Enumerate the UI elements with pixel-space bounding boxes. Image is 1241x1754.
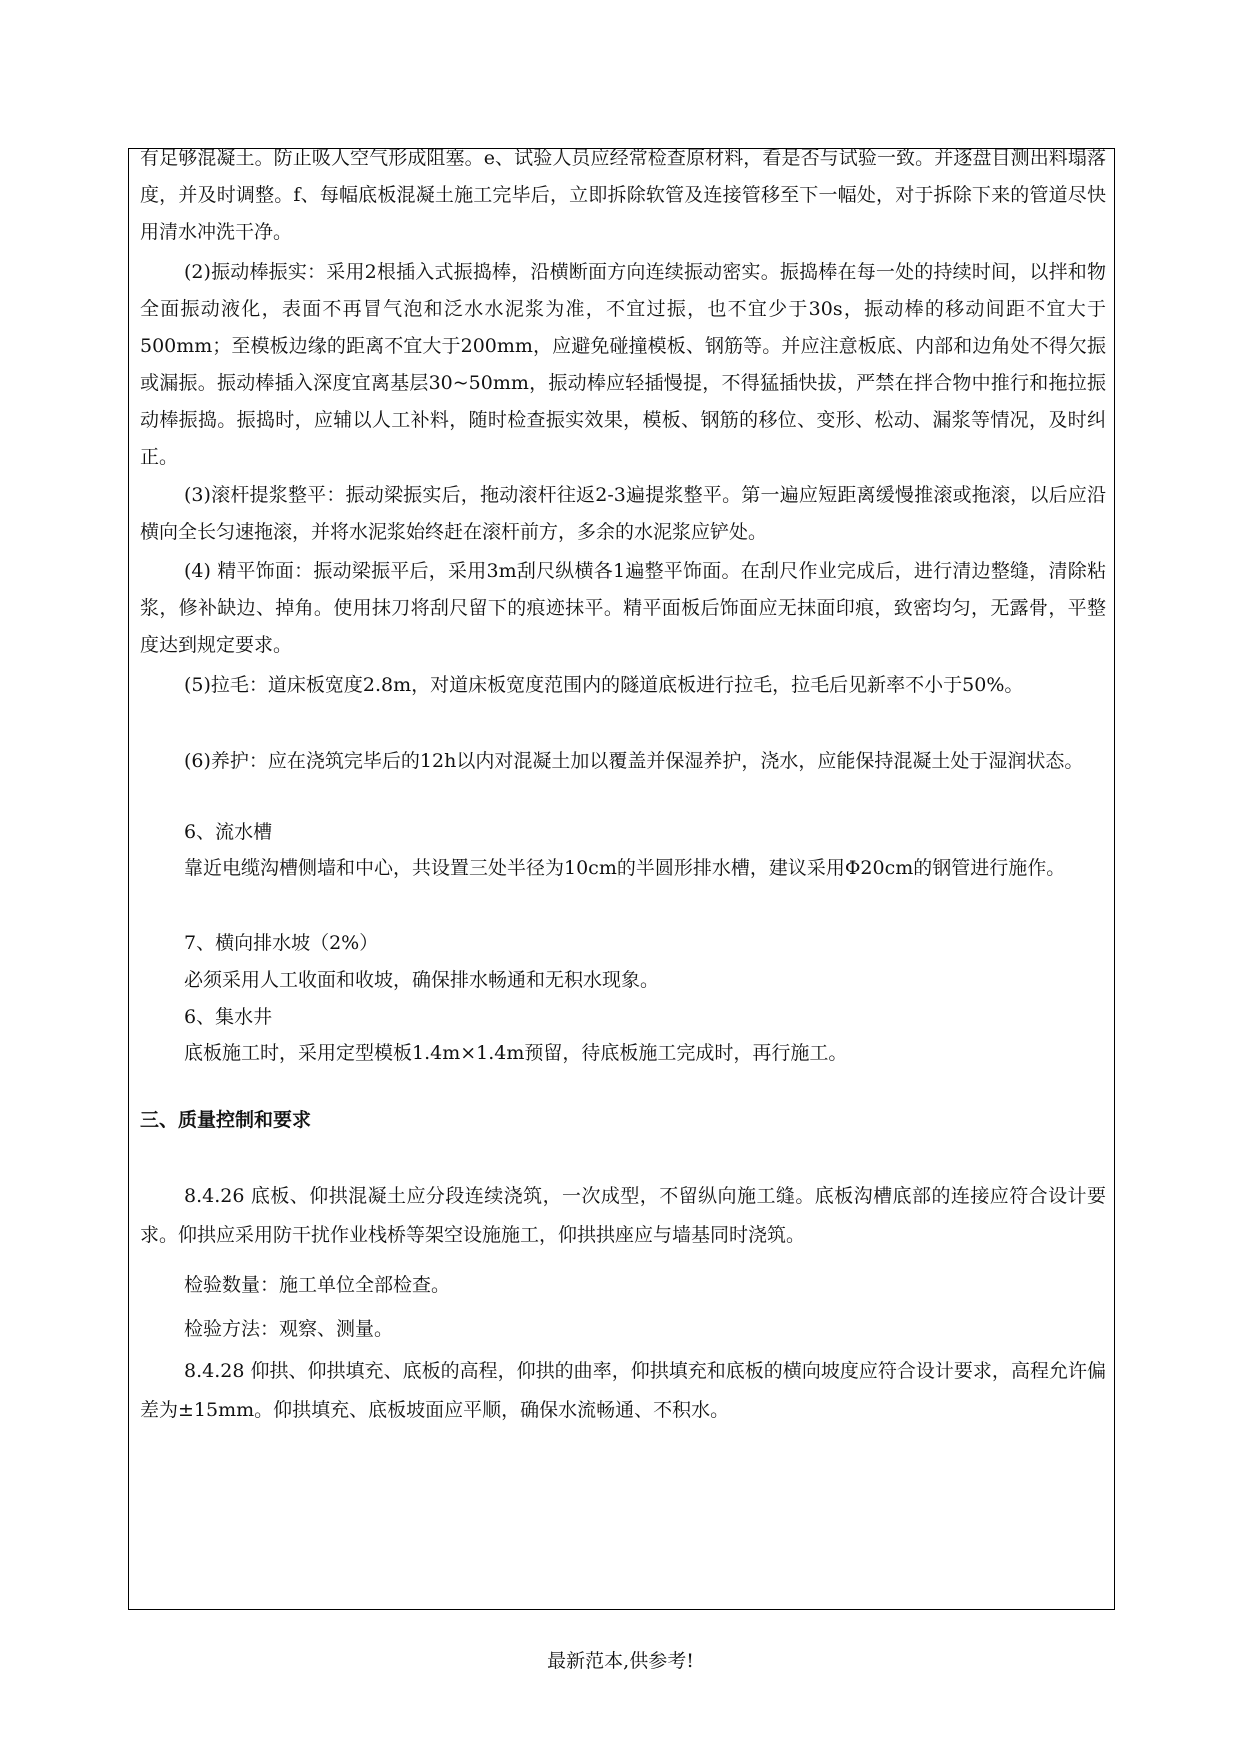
paragraph-roughening: (5)拉毛：道床板宽度2.8m，对道床板宽度范围内的隧道底板进行拉毛，拉毛后见新率不小于50%。 [184, 674, 1024, 696]
paragraph-pouring-notes: 有足够混凝土。防止吸人空气形成阻塞。e、试验人员应经常检查原材料，看是否与试验一致。并逐盘目测出料塌落度，并及时调整。f、每幅底板混凝土施工完毕后，立即拆除软管及连接管移至下一幅处，对于拆除下来的管道尽快用清水冲洗干净。 [140, 147, 1106, 243]
paragraph-curing: (6)养护：应在浇筑完毕后的12h以内对混凝土加以覆盖并保湿养护，浇水，应能保持混凝土处于湿润状态。 [184, 750, 1084, 772]
paragraph-clause-8-4-26: 8.4.26 底板、仰拱混凝土应分段连续浇筑，一次成型，不留纵向施工缝。底板沟槽底部的连接应符合设计要求。仰拱应采用防干扰作业栈桥等架空设施施工，仰拱拱座应与墙基同时浇筑。 [140, 1185, 1106, 1246]
section-title-transverse-slope: 7、横向排水坡（2%） [184, 932, 379, 954]
paragraph-finishing: (4) 精平饰面：振动梁振平后，采用3m刮尺纵横各1遍整平饰面。在刮尺作业完成后，进行清边整缝，清除粘浆，修补缺边、掉角。使用抹刀将刮尺留下的痕迹抹平。精平面板后饰面应无抹面印痕，致密均匀，无露骨，平整度达到规定要求。 [140, 560, 1106, 656]
page-footer: 最新范本,供参考! [547, 1650, 694, 1672]
paragraph-transverse-slope: 必须采用人工收面和收坡，确保排水畅通和无积水现象。 [184, 969, 660, 991]
paragraph-clause-8-4-28: 8.4.28 仰拱、仰拱填充、底板的高程，仰拱的曲率，仰拱填充和底板的横向坡度应符合设计要求，高程允许偏差为±15mm。仰拱填充、底板坡面应平顺，确保水流畅通、不积水。 [140, 1360, 1106, 1421]
paragraph-inspection-quantity: 检验数量：施工单位全部检查。 [184, 1274, 451, 1296]
paragraph-inspection-method: 检验方法：观察、测量。 [184, 1318, 394, 1340]
section-heading-quality-control: 三、质量控制和要求 [140, 1109, 312, 1131]
paragraph-drainage-channel: 靠近电缆沟槽侧墙和中心，共设置三处半径为10cm的半圆形排水槽，建议采用Φ20cm的钢管进行施作。 [184, 857, 1066, 879]
paragraph-sump-pit: 底板施工时，采用定型模板1.4m×1.4m预留，待底板施工完成时，再行施工。 [184, 1042, 848, 1064]
paragraph-vibration: (2)振动棒振实：采用2根插入式振捣棒，沿横断面方向连续振动密实。振捣棒在每一处的持续时间，以拌和物全面振动液化，表面不再冒气泡和泛水水泥浆为准，不宜过振，也不宜少于30s，振动棒的移动间距不宜大于500mm；至模板边缘的距离不宜大于200mm，应避免碰撞模板、钢筋等。并应注意板底、内部和边角处不得欠振或漏振。振动棒插入深度宜离基层30~50mm，振动棒应轻插慢提，不得猛插快拔，严禁在拌合物中推行和拖拉振动棒振捣。振捣时，应辅以人工补料，随时检查振实效果，模板、钢筋的移位、变形、松动、漏浆等情况，及时纠正。 [140, 261, 1106, 468]
paragraph-roller-leveling: (3)滚杆提浆整平：振动梁振实后，拖动滚杆往返2-3遍提浆整平。第一遍应短距离缓慢推滚或拖滚，以后应沿横向全长匀速拖滚，并将水泥浆始终赶在滚杆前方，多余的水泥浆应铲处。 [140, 484, 1106, 543]
section-title-drainage-channel: 6、流水槽 [184, 821, 273, 843]
section-title-sump-pit: 6、集水井 [184, 1006, 273, 1028]
